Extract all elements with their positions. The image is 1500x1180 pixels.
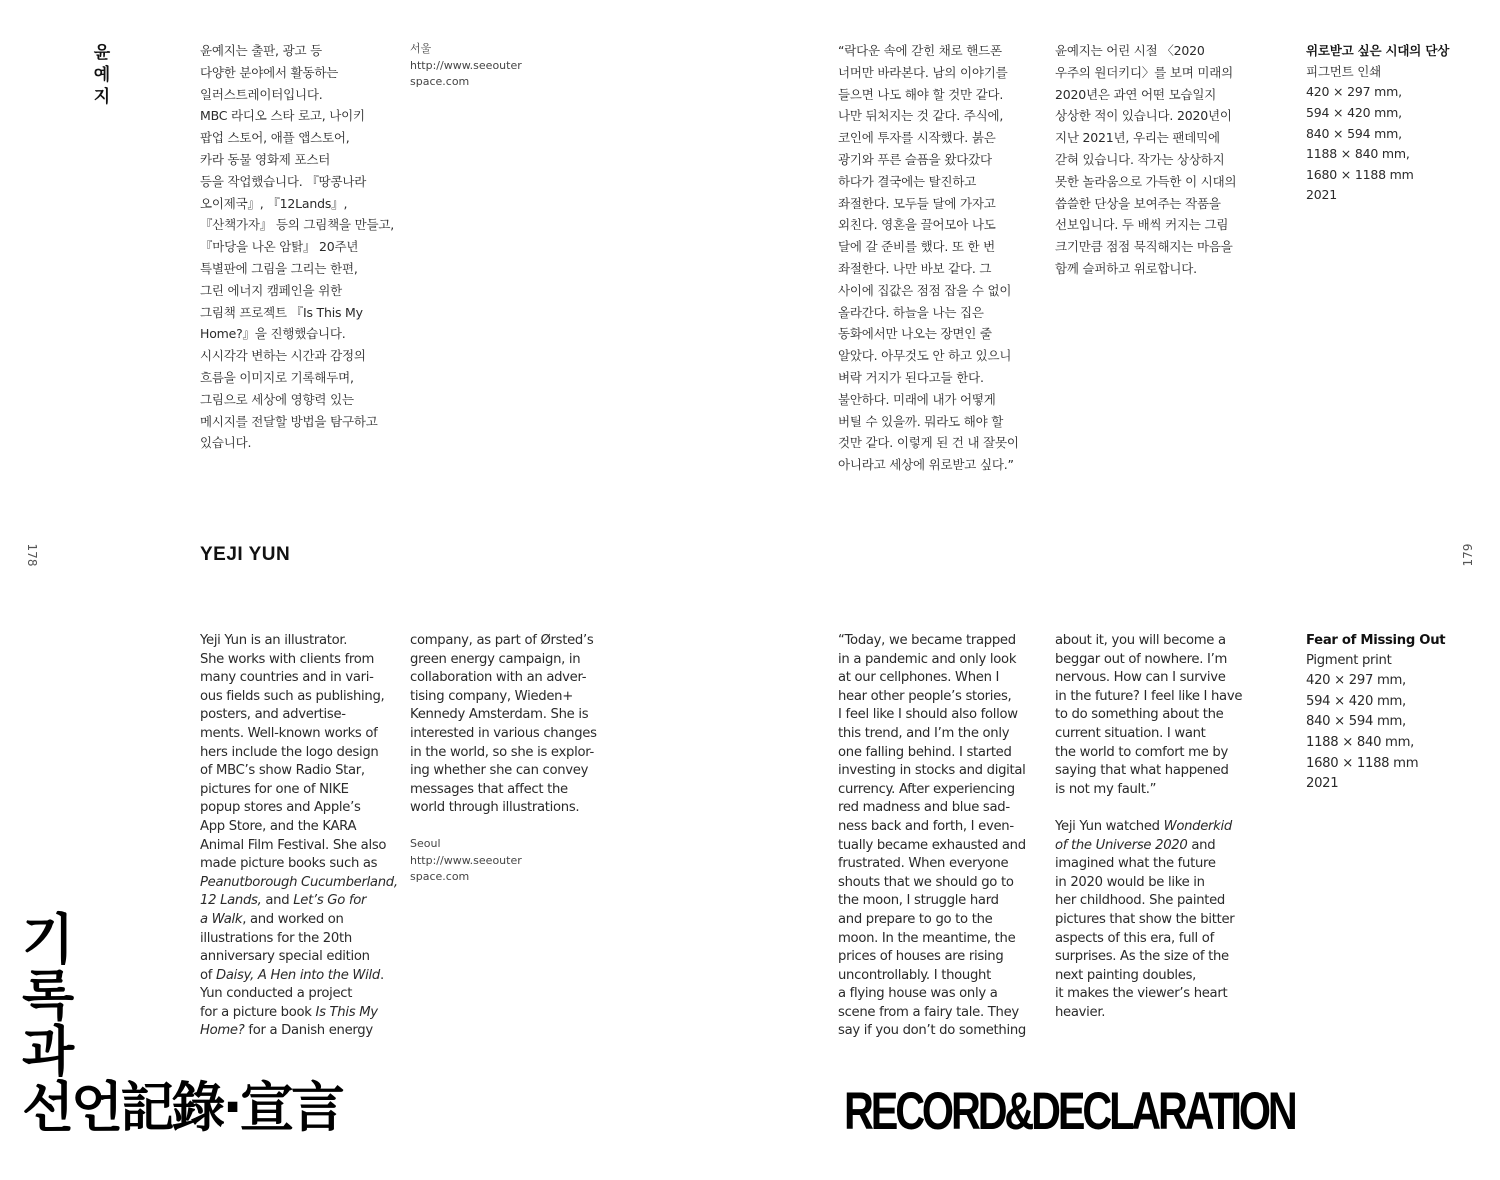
artist-name-ko-vertical — [92, 42, 112, 108]
film-title: Wonderkid of the Universe 2020 — [1055, 818, 1232, 853]
page-number-right: 179 — [1461, 543, 1475, 567]
book-title: Daisy, A Hen into the Wild — [216, 967, 380, 983]
description-ko: 윤예지는 어린 시절 〈2020 우주의 원더키디〉를 보며 미래의 2020년은 과연 어떤 모습일지 상상한 적이 있습니다. 2020년이 지난 2021년, 우리는 팬데믹에 갇혀 있습니다. 작가는 상상하지 못한 놀라움으로 가득한 이 시대의 씁쓸한 단상을 보여주는 작품을 선보입니다. 두 배씩 커지는 그림 크기만큼 점점 묵직해지는 마음을 함께 슬퍼하고 위로합니다. — [1055, 43, 1237, 276]
title-line: 기 — [22, 908, 72, 971]
bio-text: , and worked on illustrations for the 20th anniversary special edition of — [200, 911, 370, 983]
title-line: 선언記錄·宣言 — [22, 1076, 342, 1139]
desc-text: Yeji Yun watched — [1055, 818, 1164, 834]
work-title-ko: 위로받고 싶은 시대의 단상 — [1306, 43, 1450, 58]
website-link-en[interactable]: http://www.seeouter space.com — [410, 853, 522, 883]
quote-en: “Today, we became trapped in a pandemic and only look at our cellphones. When I hear other people’s stories, I feel like I should also follow this trend, and I’m the only one falling behind. I started investing in stocks and digital currency. After experiencing red madness and blue sad- ness back and forth, I even- tually became exhausted and frustrated. When everyone shouts that we should go to the moon, I struggle hard and prepare to go to the moon. In the meantime, the prices of houses are rising uncontrollably. I thought a flying house was only a scene from a fairy tale. They say if you don’t do something — [838, 633, 1026, 1039]
bio-text: for a Danish energy — [244, 1023, 373, 1039]
quote-ko: “락다운 속에 갇힌 채로 핸드폰 너머만 바라본다. 남의 이야기를 들으면 나도 해야 할 것만 같다. 나만 뒤처지는 것 같다. 주식에, 코인에 투자를 시작했다. 붉은 광기와 푸른 슬픔을 왔다갔다 하다가 결국에는 탈진하고 좌절한다. 모두들 달에 가자고 외친다. 영혼을 끌어모아 나도 달에 갈 준비를 했다. 또 한 번 좌절한다. 나만 바보 같다. 그 사이에 집값은 점점 잡을 수 없이 올라간다. 하늘을 나는 집은 동화에서만 나오는 장면인 줄 알았다. 아무것도 안 하고 있으니 벼락 거지가 된다고들 한다. 불안하다. 미래에 내가 어떻게 버틸 수 있을까. 뭐라도 해야 할 것만 같다. 이렇게 된 건 내 잘못이 아니라고 세상에 위로받고 싶다.” — [838, 43, 1019, 473]
exhibition-title-ko — [22, 908, 342, 1139]
work-title-en: Fear of Missing Out — [1306, 633, 1446, 648]
book-title: Is This My Home? — [200, 1004, 378, 1039]
description-en — [1055, 632, 1260, 1022]
book-title: Peanutborough Cucumberland, 12 Lands, — [200, 874, 398, 909]
exhibition-title-en: RECORD&DECLARATION — [844, 1082, 1295, 1141]
contact-en — [410, 836, 560, 886]
contact-ko — [410, 41, 560, 91]
desc-en-text — [1055, 818, 1260, 1023]
name-char: 윤 — [93, 43, 111, 63]
title-line: 과 — [22, 1020, 72, 1083]
website-link-ko[interactable]: http://www.seeouter space.com — [410, 58, 522, 88]
bio-text: . Yun conducted a project for a picture book — [200, 967, 384, 1020]
bio-text: and — [261, 893, 294, 909]
bio-ko: 윤예지는 출판, 광고 등 다양한 분야에서 활동하는 일러스트레이터입니다. MBC 라디오 스타 로고, 나이키 팝업 스토어, 애플 앱스토어, 카라 동물 영화제 포스터 등을 작업했습니다. 『땅콩나라 오이제국』, 『12Lands』, 『산책가자』 등의 그림책을 만들고, 『마당을 나온 암탉』 20주년 특별판에 그림을 그리는 한편, 그린 에너지 캠페인을 위한 그림책 프로젝트 『Is This My Home?』을 진행했습니다. 시시각각 변하는 시간과 감정의 흐름을 이미지로 기록해두며, 그림으로 세상에 영향력 있는 메시지를 전달할 방법을 탐구하고 있습니다. — [200, 43, 395, 451]
location-ko: 서울 — [410, 42, 432, 55]
book-title: Let’s Go for a Walk — [200, 893, 367, 927]
bio-en-text: Yeji Yun is an illustrator. She works with clients from many countries and in vari- ous fields such as publishing, posters, and advertise- ments. Well-known works of hers include the logo design of MBC’s show Radio Star, pictures for one of NIKE popup stores and Apple’s App Store, and the KARA Animal Film Festival. She also made picture books such as — [200, 633, 387, 872]
work-details-ko: 피그먼트 인쇄 420 × 297 mm, 594 × 420 mm, 840 × 594 mm, 1188 × 840 mm, 1680 × 1188 mm 2021 — [1306, 63, 1414, 203]
right-page — [750, 0, 1500, 1180]
name-char: 예 — [93, 65, 111, 85]
name-char: 지 — [93, 87, 111, 107]
work-details-en: Pigment print 420 × 297 mm, 594 × 420 mm, 840 × 594 mm, 1188 × 840 mm, 1680 × 1188 mm 2021 — [1306, 652, 1419, 792]
page-number-left: 178 — [25, 543, 39, 567]
quote-en-continued: about it, you will become a beggar out of nowhere. I’m nervous. How can I survive in the future? I feel like I have to do something about the current situation. I want the world to comfort me by saying that what happened is not my fault.” — [1055, 633, 1243, 797]
title-line: 록 — [22, 964, 72, 1027]
bio-en-col2: company, as part of Ørsted’s green energy campaign, in collaboration with an adver- tising company, Wieden+ Kennedy Amsterdam. She is interested in various changes in the world, so she is explor- ing whether she can convey messages that affect the world through illustrations. — [410, 633, 597, 816]
work-info-ko — [1306, 40, 1486, 206]
location-en: Seoul — [410, 837, 441, 850]
work-info-en — [1306, 632, 1486, 795]
desc-text: and imagined what the future in 2020 would be like in her childhood. She painted pictures that show the bitter aspects of this era, full of surprises. As the size of the next painting doubles, it makes the viewer’s heart heavier. — [1055, 837, 1235, 1020]
artist-name-en: YEJI YUN — [200, 544, 291, 565]
